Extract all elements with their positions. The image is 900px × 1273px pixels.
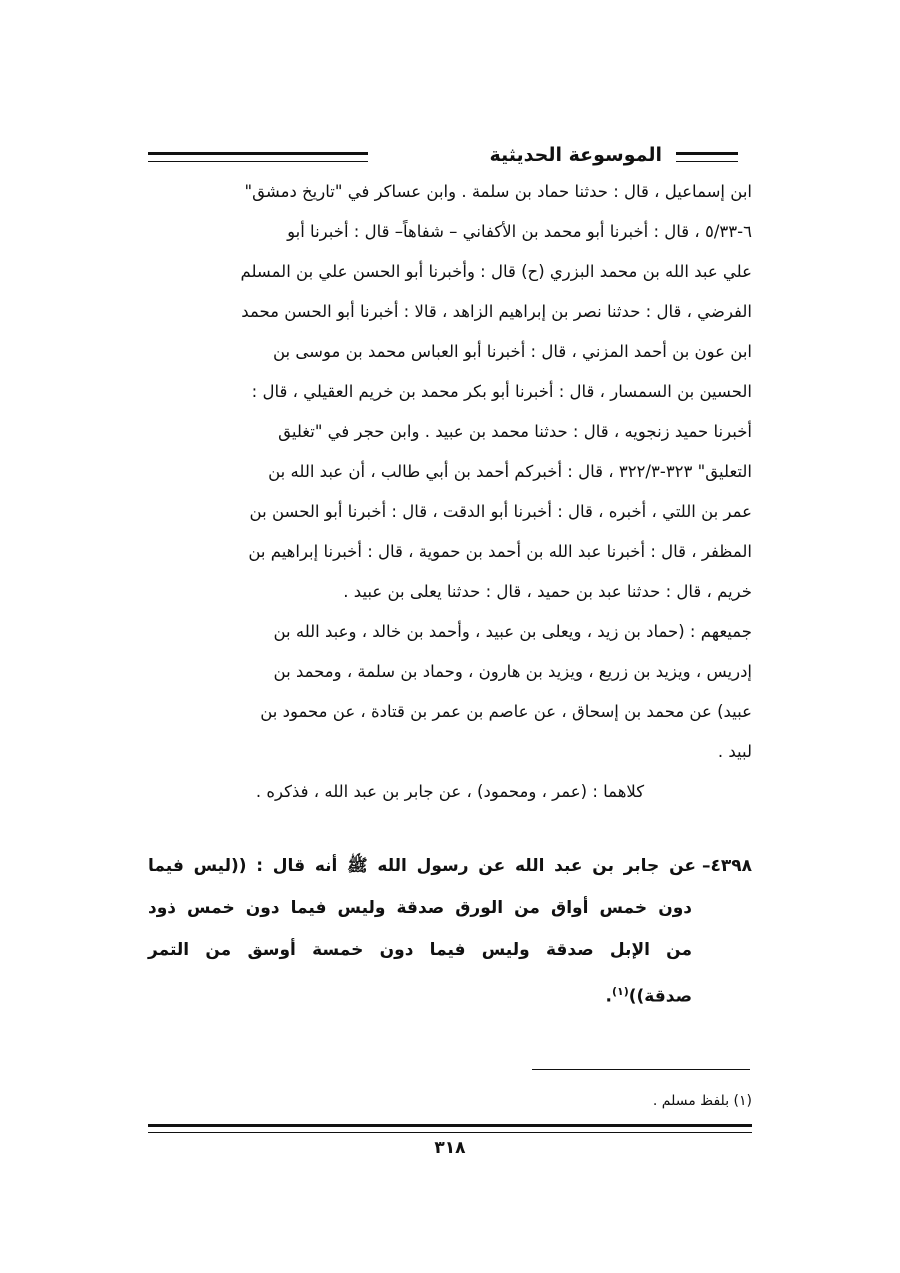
body-line: إدريس ، ويزيد بن زريع ، ويزيد بن هارون ، وحماد بن سلمة ، ومحمد بن xyxy=(273,662,752,681)
hadith-block xyxy=(148,845,752,1018)
hadith-last-line: صدقة))$^{(١)}$. xyxy=(605,985,692,1007)
hadith-line: دون خمس أواق من الورق صدقة وليس فيما دون خمس ذود xyxy=(148,898,692,918)
footnote-separator xyxy=(532,1069,750,1070)
conclusion-line: كلاهما : (عمر ، ومحمود) ، عن جابر بن عبد الله ، فذكره . xyxy=(255,782,645,801)
body-line: التعليق" ٣٢٣-٣٢٢/٣ ، قال : أخبركم أحمد بن أبي طالب ، أن عبد الله بن xyxy=(268,462,752,481)
header-rule-right xyxy=(676,152,738,162)
body-text xyxy=(148,172,752,812)
hadith-number: ٤٣٩٨– xyxy=(701,856,752,876)
hadith-line: من الإبل صدقة وليس فيما دون خمسة أوسق من التمر xyxy=(148,940,692,960)
header-title: الموسوعة الحديثية xyxy=(489,144,662,166)
body-line: علي عبد الله بن محمد البزري (ح) قال : وأخبرنا أبو الحسن علي بن المسلم xyxy=(240,262,752,281)
body-line: لبيد . xyxy=(717,742,752,761)
body-line: ٦-٥/٣٣ ، قال : أخبرنا أبو محمد بن الأكفاني – شفاهاً– قال : أخبرنا أبو xyxy=(287,222,752,241)
body-line: ابن عون بن أحمد المزني ، قال : أخبرنا أبو العباس محمد بن موسى بن xyxy=(272,342,752,361)
body-line: الحسين بن السمسار ، قال : أخبرنا أبو بكر محمد بن خريم العقيلي ، قال : xyxy=(251,382,752,401)
body-line: خريم ، قال : حدثنا عبد بن حميد ، قال : حدثنا يعلى بن عبيد . xyxy=(343,582,752,601)
bottom-rule xyxy=(148,1124,752,1133)
hadith-first-line xyxy=(148,845,752,887)
body-line: أخبرنا حميد زنجويه ، قال : حدثنا محمد بن عبيد . وابن حجر في "تغليق xyxy=(278,422,752,441)
body-line: عبيد) عن محمد بن إسحاق ، عن عاصم بن عمر بن قتادة ، عن محمود بن xyxy=(260,702,752,721)
footnote-marker: (١) xyxy=(611,985,629,998)
header-rule-left xyxy=(148,152,368,162)
body-line: المظفر ، قال : أخبرنا عبد الله بن أحمد بن حموية ، قال : أخبرنا إبراهيم بن xyxy=(248,542,752,561)
hadith-line: صدقة)) xyxy=(628,986,692,1007)
running-header xyxy=(148,140,752,174)
body-line: عمر بن اللتي ، أخبره ، قال : أخبرنا أبو الدقت ، قال : أخبرنا أبو الحسن بن xyxy=(249,502,752,521)
body-line: ابن إسماعيل ، قال : حدثنا حماد بن سلمة . وابن عساكر في "تاريخ دمشق" xyxy=(244,182,752,201)
page-number: ٣١٨ xyxy=(434,1138,466,1158)
body-line: الفرضي ، قال : حدثنا نصر بن إبراهيم الزاهد ، قالا : أخبرنا أبو الحسن محمد xyxy=(241,302,752,321)
footnote: (١) بلفظ مسلم . xyxy=(652,1093,752,1109)
body-line: جميعهم : (حماد بن زيد ، ويعلى بن عبيد ، وأحمد بن خالد ، وعبد الله بن xyxy=(273,622,752,641)
hadith-line: عن جابر بن عبد الله عن رسول الله ﷺ أنه قال : ((ليس فيما xyxy=(148,856,696,876)
